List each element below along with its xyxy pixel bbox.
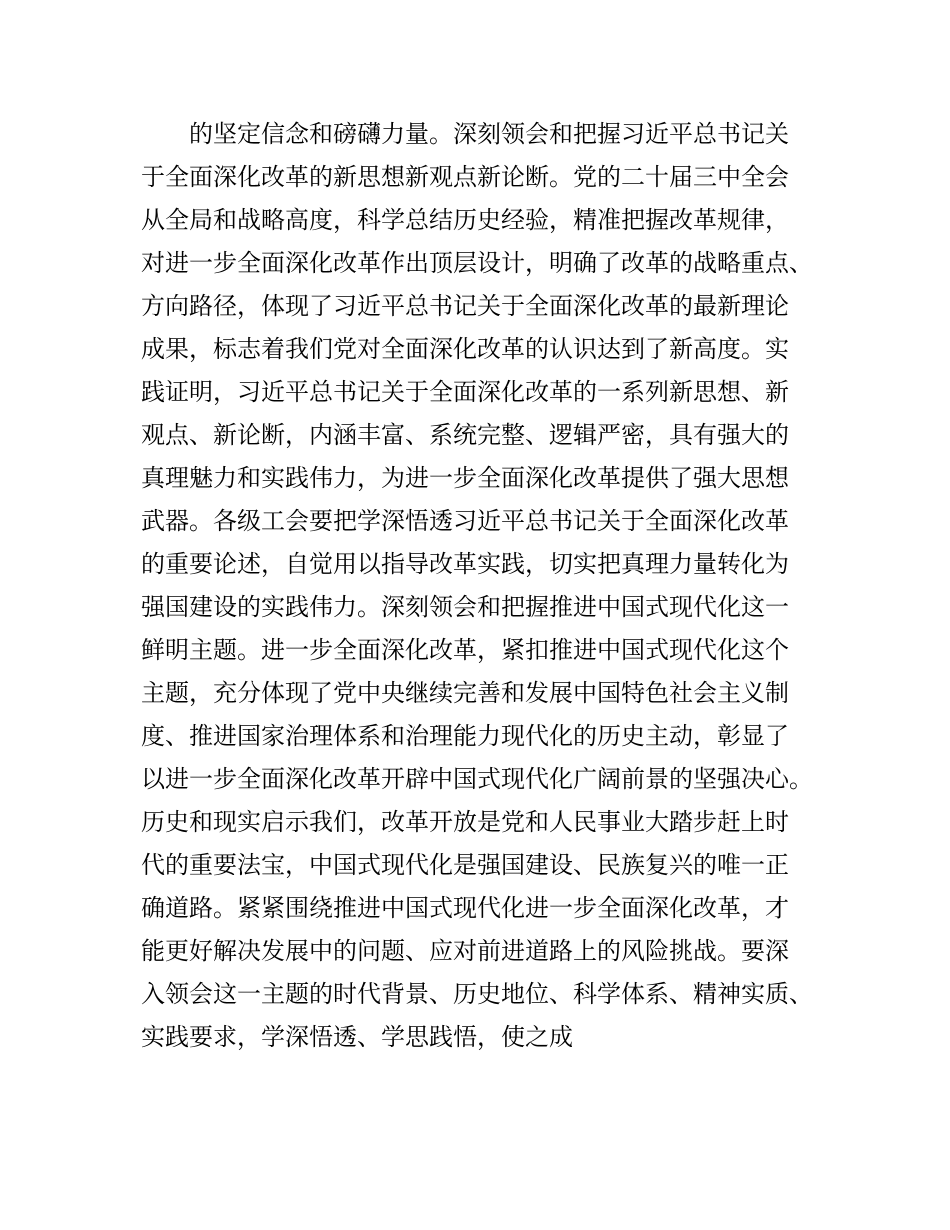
text-line: 方向路径，体现了习近平总书记关于全面深化改革的最新理论 [141, 292, 789, 320]
text-line: 以进一步全面深化改革开辟中国式现代化广阔前景的坚强决心。 [141, 765, 813, 793]
text-line: 从全局和战略高度，科学总结历史经验，精准把握改革规律， [141, 206, 789, 234]
text-line: 践证明，习近平总书记关于全面深化改革的一系列新思想、新 [141, 378, 789, 406]
text-line: 鲜明主题。进一步全面深化改革，紧扣推进中国式现代化这个 [141, 636, 789, 664]
text-line: 能更好解决发展中的问题、应对前进道路上的风险挑战。要深 [141, 937, 789, 965]
text-line: 成果，标志着我们党对全面深化改革的认识达到了新高度。实 [141, 335, 789, 363]
text-line: 的坚定信念和磅礴力量。深刻领会和把握习近平总书记关 [189, 120, 789, 148]
text-line: 于全面深化改革的新思想新观点新论断。党的二十届三中全会 [141, 163, 789, 191]
text-line: 历史和现实启示我们，改革开放是党和人民事业大踏步赶上时 [141, 808, 789, 836]
text-line: 代的重要法宝，中国式现代化是强国建设、民族复兴的唯一正 [141, 851, 789, 879]
text-line: 主题，充分体现了党中央继续完善和发展中国特色社会主义制 [141, 679, 789, 707]
text-line: 强国建设的实践伟力。深刻领会和把握推进中国式现代化这一 [141, 593, 789, 621]
text-line: 的重要论述，自觉用以指导改革实践，切实把真理力量转化为 [141, 550, 789, 578]
text-line: 确道路。紧紧围绕推进中国式现代化进一步全面深化改革，才 [141, 894, 789, 922]
text-line: 入领会这一主题的时代背景、历史地位、科学体系、精神实质、 [141, 980, 813, 1008]
text-line: 实践要求，学深悟透、学思践悟，使之成 [141, 1023, 573, 1051]
text-line: 观点、新论断，内涵丰富、系统完整、逻辑严密，具有强大的 [141, 421, 789, 449]
body-paragraph [141, 113, 841, 1059]
text-line: 度、推进国家治理体系和治理能力现代化的历史主动，彰显了 [141, 722, 789, 750]
text-line: 武器。各级工会要把学深悟透习近平总书记关于全面深化改革 [141, 507, 789, 535]
text-line: 真理魅力和实践伟力，为进一步全面深化改革提供了强大思想 [141, 464, 789, 492]
text-line: 对进一步全面深化改革作出顶层设计，明确了改革的战略重点、 [141, 249, 813, 277]
